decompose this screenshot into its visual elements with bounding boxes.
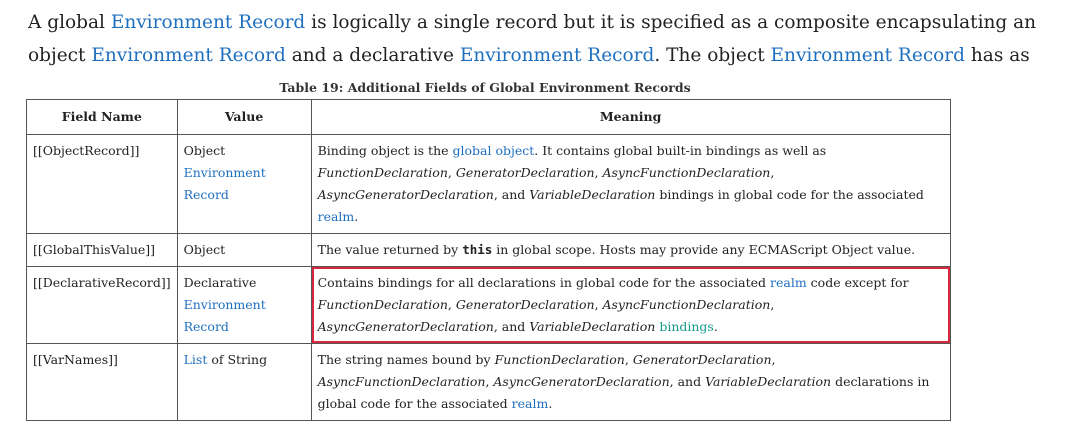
grammar-term: FunctionDeclaration (494, 352, 625, 367)
intro-text: . The object (654, 45, 771, 66)
meaning-text: Contains bindings for all declarations in global code for the associated (317, 275, 771, 290)
meaning-text: . (548, 396, 553, 411)
environment-record-link[interactable]: Environment Record (183, 297, 266, 334)
realm-link[interactable]: realm (317, 209, 355, 224)
grammar-term: FunctionDeclaration (317, 297, 448, 312)
table-header-row (27, 100, 951, 135)
table-row (27, 135, 951, 234)
value-cell (177, 267, 311, 344)
meaning-cell (311, 135, 950, 234)
field-name-cell: [[DeclarativeRecord]] (27, 267, 178, 344)
intro-text: A global (28, 12, 111, 33)
grammar-term: AsyncGeneratorDeclaration (317, 319, 494, 334)
meaning-text: The string names bound by (317, 352, 495, 367)
global-object-link[interactable]: global object (452, 143, 535, 158)
field-name-cell: [[ObjectRecord]] (27, 135, 178, 234)
meaning-text: , (771, 352, 776, 367)
value-text: Object (183, 143, 226, 158)
meaning-text: , (624, 352, 633, 367)
header-field-name: Field Name (27, 100, 178, 135)
intro-paragraph (28, 6, 1048, 72)
grammar-term: AsyncFunctionDeclaration (602, 297, 771, 312)
table-row (27, 234, 951, 267)
field-name-cell: [[VarNames]] (27, 344, 178, 421)
meaning-text: bindings in global code for the associated (655, 187, 924, 202)
header-value: Value (177, 100, 311, 135)
grammar-term: VariableDeclaration (705, 374, 832, 389)
meaning-text: , (770, 297, 775, 312)
meaning-text: . It contains global built-in bindings as well as (534, 143, 827, 158)
value-text: Declarative (183, 275, 257, 290)
meaning-text: code except for (806, 275, 909, 290)
this-keyword: this (462, 242, 493, 257)
meaning-text: , and (669, 374, 706, 389)
environment-record-link[interactable]: Environment Record (183, 165, 266, 202)
table-row (27, 344, 951, 421)
value-cell: Object (177, 234, 311, 267)
intro-text: has as (965, 45, 1030, 66)
intro-text: is logically a single record but it is specified as a composite encapsulating an object (28, 12, 1037, 66)
meaning-cell (311, 234, 950, 267)
grammar-term: VariableDeclaration (529, 319, 656, 334)
grammar-term: AsyncFunctionDeclaration (317, 374, 486, 389)
environment-record-link[interactable]: Environment Record (459, 45, 655, 66)
header-meaning: Meaning (311, 100, 950, 135)
table-caption: Table 19: Additional Fields of Global Environment Records (279, 80, 691, 95)
meaning-text: , and (493, 319, 530, 334)
value-cell (177, 344, 311, 421)
value-cell (177, 135, 311, 234)
table-row (27, 267, 951, 344)
meaning-text: in global scope. Hosts may provide any ECMAScript Object value. (492, 242, 916, 257)
list-link[interactable]: List (183, 352, 208, 367)
grammar-term: AsyncGeneratorDeclaration (493, 374, 670, 389)
field-name-cell: [[GlobalThisValue]] (27, 234, 178, 267)
grammar-term: AsyncFunctionDeclaration (602, 165, 771, 180)
meaning-cell-highlighted (311, 267, 950, 344)
value-text: of String (207, 352, 268, 367)
meaning-text: . (713, 319, 718, 334)
realm-link[interactable]: realm (511, 396, 549, 411)
meaning-text: , (485, 374, 494, 389)
meaning-text: The value returned by (317, 242, 463, 257)
meaning-text: , and (493, 187, 530, 202)
meaning-text: Binding object is the (317, 143, 453, 158)
global-environment-fields-table (26, 99, 951, 421)
grammar-term: VariableDeclaration (529, 187, 656, 202)
meaning-text: , (770, 165, 775, 180)
meaning-cell (311, 344, 950, 421)
meaning-text: , (594, 165, 603, 180)
realm-link[interactable]: realm (770, 275, 807, 290)
grammar-term: FunctionDeclaration (317, 165, 448, 180)
meaning-text: . (354, 209, 359, 224)
meaning-text: , (447, 165, 456, 180)
meaning-text: declarations in global code for the associated (317, 374, 930, 411)
grammar-term: GeneratorDeclaration (632, 352, 772, 367)
intro-text: and a declarative (285, 45, 460, 66)
meaning-text: , (447, 297, 456, 312)
grammar-term: GeneratorDeclaration (455, 297, 595, 312)
environment-record-link[interactable]: Environment Record (110, 12, 306, 33)
meaning-text: , (594, 297, 603, 312)
grammar-term: GeneratorDeclaration (455, 165, 595, 180)
environment-record-link[interactable]: Environment Record (91, 45, 286, 66)
bindings-link[interactable]: bindings (659, 319, 714, 334)
environment-record-link[interactable]: Environment Record (770, 45, 965, 66)
grammar-term: AsyncGeneratorDeclaration (317, 187, 494, 202)
